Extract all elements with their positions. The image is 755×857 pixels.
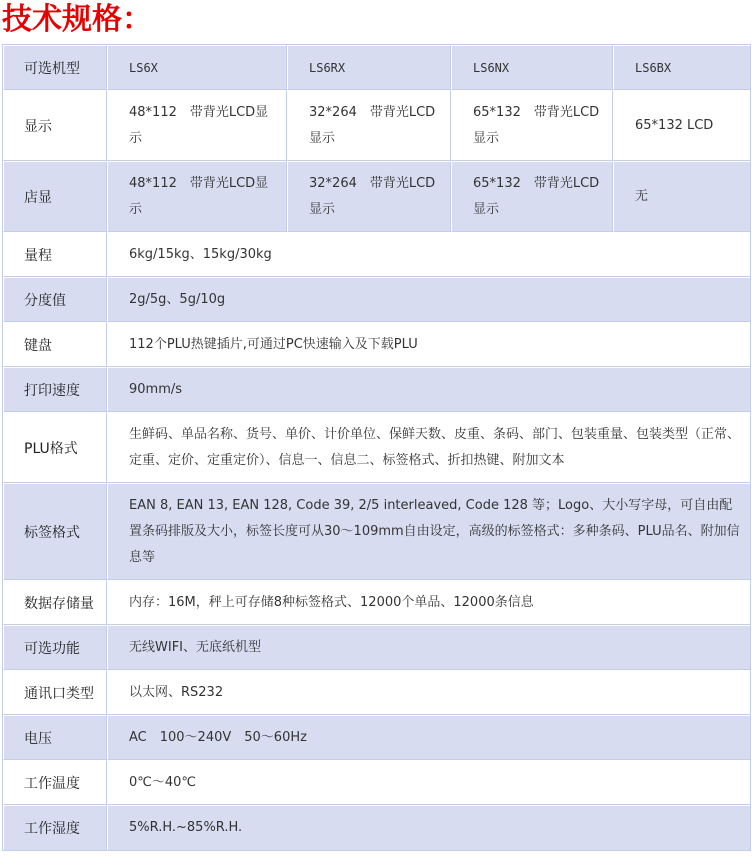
table-row [3, 412, 750, 483]
spec-table [2, 44, 751, 851]
model-cell: LS6RX [287, 45, 451, 90]
row-label: 打印速度 [3, 367, 107, 412]
table-row [3, 625, 750, 670]
row-value: 无线WIFI、无底纸机型 [107, 625, 750, 670]
model-cell: LS6NX [451, 45, 613, 90]
row-value: 6kg/15kg、15kg/30kg [107, 232, 750, 277]
row-value: 2g/5g、5g/10g [107, 277, 750, 322]
row-label: 可选机型 [3, 45, 107, 90]
table-row [3, 322, 750, 367]
table-row [3, 580, 750, 625]
row-label: 量程 [3, 232, 107, 277]
row-value: 以太网、RS232 [107, 670, 750, 715]
table-row-shop-display [3, 161, 750, 232]
display-cell: 48*112 带背光LCD显示 [107, 90, 287, 161]
row-label: 显示 [3, 90, 107, 161]
shop-display-cell: 32*264 带背光LCD显示 [287, 161, 451, 232]
row-label: 键盘 [3, 322, 107, 367]
row-value: 90mm/s [107, 367, 750, 412]
row-label: 店显 [3, 161, 107, 232]
shop-display-cell: 48*112 带背光LCD显示 [107, 161, 287, 232]
table-row [3, 715, 750, 760]
row-value: 0℃～40℃ [107, 760, 750, 805]
row-label: 电压 [3, 715, 107, 760]
shop-display-cell: 无 [613, 161, 750, 232]
row-value: 生鲜码、单品名称、货号、单价、计价单位、保鲜天数、皮重、条码、部门、包装重量、包装类型（正常、定重、定价、定重定价）、信息一、信息二、标签格式、折扣热键、附加文本 [107, 412, 750, 483]
row-label: 工作温度 [3, 760, 107, 805]
table-row [3, 277, 750, 322]
row-value: EAN 8, EAN 13, EAN 128, Code 39, 2/5 interleaved, Code 128 等；Logo、大小写字母，可自由配置条码排版及大小，标签长度可从30～109mm自由设定，高级的标签格式：多种条码、PLU品名、附加信息等 [107, 483, 750, 580]
table-row [3, 805, 750, 850]
row-value: 5%R.H.~85%R.H. [107, 805, 750, 850]
row-value: AC 100～240V 50～60Hz [107, 715, 750, 760]
table-row [3, 232, 750, 277]
row-label: 分度值 [3, 277, 107, 322]
table-row-models [3, 45, 750, 90]
row-label: PLU格式 [3, 412, 107, 483]
table-row [3, 367, 750, 412]
row-label: 工作湿度 [3, 805, 107, 850]
display-cell: 65*132 LCD [613, 90, 750, 161]
display-cell: 32*264 带背光LCD显示 [287, 90, 451, 161]
row-label: 可选功能 [3, 625, 107, 670]
model-cell: LS6X [107, 45, 287, 90]
row-label: 通讯口类型 [3, 670, 107, 715]
row-label: 数据存储量 [3, 580, 107, 625]
page-title: 技术规格： [2, 2, 152, 37]
table-row-display [3, 90, 750, 161]
table-row [3, 670, 750, 715]
row-value: 内存：16M，秤上可存储8种标签格式、12000个单品、12000条信息 [107, 580, 750, 625]
table-row [3, 483, 750, 580]
table-row [3, 760, 750, 805]
shop-display-cell: 65*132 带背光LCD显示 [451, 161, 613, 232]
row-label: 标签格式 [3, 483, 107, 580]
model-cell: LS6BX [613, 45, 750, 90]
row-value: 112个PLU热键插片,可通过PC快速输入及下载PLU [107, 322, 750, 367]
display-cell: 65*132 带背光LCD显示 [451, 90, 613, 161]
